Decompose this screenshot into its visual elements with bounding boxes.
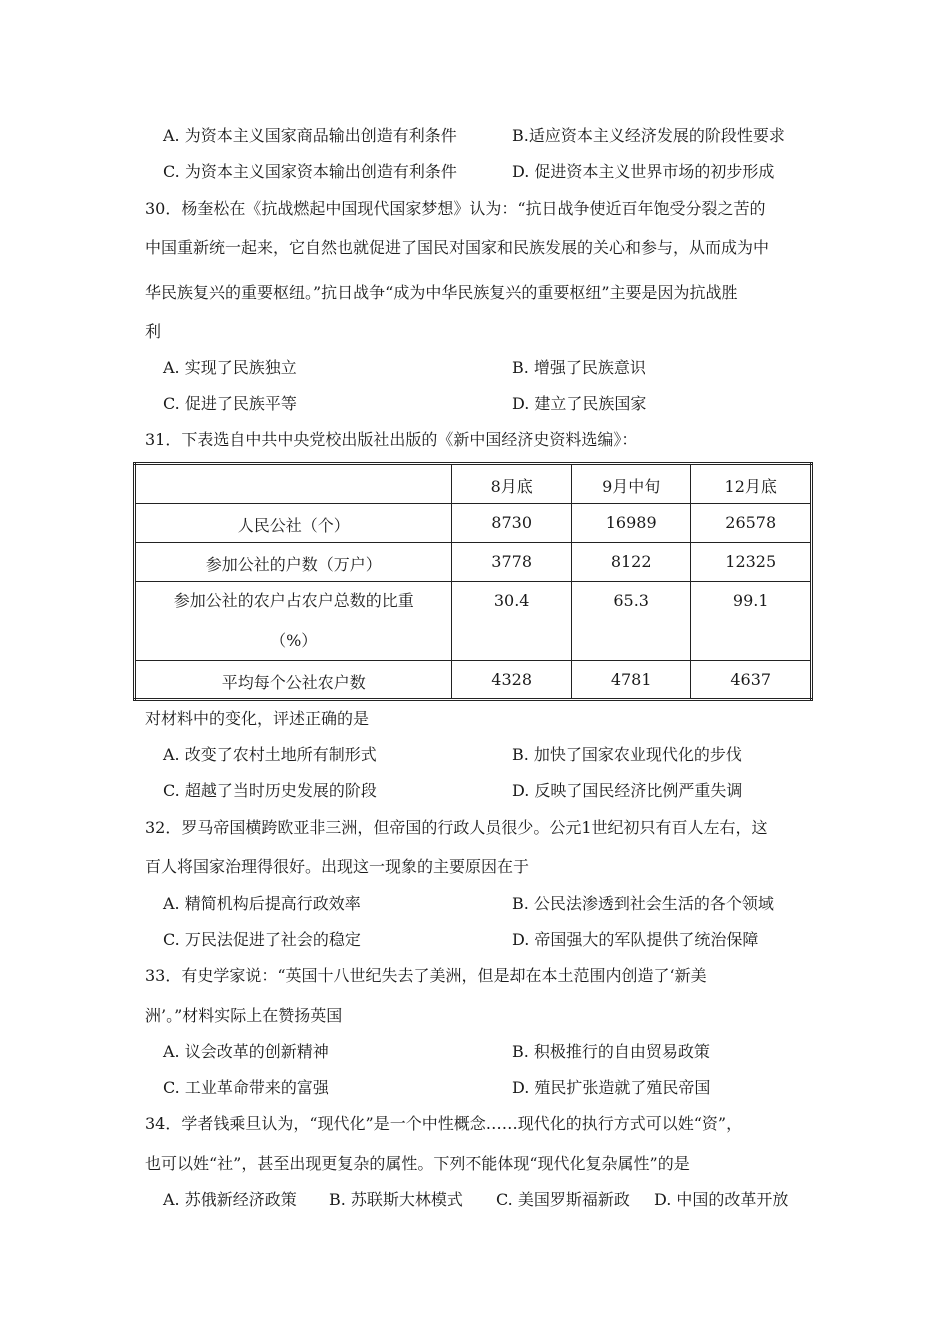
table-header-cell — [135, 464, 452, 504]
q34-stem-line-1: 34．学者钱乘旦认为，“现代化”是一个中性概念……现代化的执行方式可以姓“资”， — [145, 1114, 743, 1133]
q34-option-a: A. 苏俄新经济政策 — [163, 1190, 297, 1209]
q34-option-c: C. 美国罗斯福新政 — [496, 1190, 630, 1209]
q32-option-c: C. 万民法促进了社会的稳定 — [163, 930, 361, 949]
q31-option-d: D. 反映了国民经济比例严重失调 — [512, 781, 743, 800]
table-header-cell: 8月底 — [452, 464, 572, 504]
q30-option-c: C. 促进了民族平等 — [163, 394, 297, 413]
table-row — [135, 661, 812, 700]
q30-stem-line-2: 中国重新统一起来，它自然也就促进了国民对国家和民族发展的关心和参与，从而成为中 — [145, 238, 770, 257]
q33-option-d: D. 殖民扩张造就了殖民帝国 — [512, 1078, 711, 1097]
table-cell: 8730 — [452, 504, 572, 543]
q33-option-c: C. 工业革命带来的富强 — [163, 1078, 329, 1097]
q31-option-c: C. 超越了当时历史发展的阶段 — [163, 781, 377, 800]
table-cell: 12325 — [691, 543, 812, 582]
table-cell: 8122 — [571, 543, 691, 582]
q30-stem-line-1: 30．杨奎松在《抗战燃起中国现代国家梦想》认为：“抗日战争使近百年饱受分裂之苦的 — [145, 199, 766, 218]
q33-stem-line-1: 33．有史学家说：“英国十八世纪失去了美洲，但是却在本土范围内创造了‘新美 — [145, 966, 707, 985]
q32-option-d: D. 帝国强大的军队提供了统治保障 — [512, 930, 759, 949]
q32-option-a: A. 精简机构后提高行政效率 — [163, 894, 361, 913]
table-row — [135, 582, 812, 661]
row-label-cell — [135, 582, 452, 661]
row-label: 参加公社的户数（万户） — [135, 543, 452, 582]
q32-stem-line-1: 32．罗马帝国横跨欧亚非三洲，但帝国的行政人员很少。公元1世纪初只有百人左右，这 — [145, 818, 768, 837]
q29-option-a: A. 为资本主义国家商品输出创造有利条件 — [163, 126, 457, 145]
q31-data-table — [133, 462, 813, 701]
q32-stem-line-2: 百人将国家治理得很好。出现这一现象的主要原因在于 — [145, 857, 530, 876]
table-cell: 4637 — [691, 661, 812, 700]
q33-option-b: B. 积极推行的自由贸易政策 — [512, 1042, 710, 1061]
table-row — [135, 504, 812, 543]
q31-after-table: 对材料中的变化，评述正确的是 — [145, 709, 370, 728]
q31-option-b: B. 加快了国家农业现代化的步伐 — [512, 745, 742, 764]
table-cell: 3778 — [452, 543, 572, 582]
q29-option-d: D. 促进资本主义世界市场的初步形成 — [512, 162, 775, 181]
q30-stem-line-4: 利 — [145, 322, 162, 341]
table-cell: 26578 — [691, 504, 812, 543]
table-header-row — [135, 464, 812, 504]
q29-option-c: C. 为资本主义国家资本输出创造有利条件 — [163, 162, 457, 181]
q34-option-d: D. 中国的改革开放 — [654, 1190, 789, 1209]
q30-option-a: A. 实现了民族独立 — [163, 358, 297, 377]
q34-option-b: B. 苏联斯大林模式 — [329, 1190, 463, 1209]
table-row — [135, 543, 812, 582]
table-cell: 30.4 — [452, 582, 572, 661]
table-cell: 4781 — [571, 661, 691, 700]
q30-option-d: D. 建立了民族国家 — [512, 394, 647, 413]
q30-option-b: B. 增强了民族意识 — [512, 358, 646, 377]
row-label: 人民公社（个） — [135, 504, 452, 543]
table-header-cell: 12月底 — [691, 464, 812, 504]
row-label-unit: （%） — [270, 631, 318, 650]
q30-stem-line-3: 华民族复兴的重要枢纽。”抗日战争“成为中华民族复兴的重要枢纽”主要是因为抗战胜 — [145, 283, 738, 302]
q31-stem: 31．下表选自中共中央党校出版社出版的《新中国经济史资料选编》： — [145, 430, 638, 449]
table-header-cell: 9月中旬 — [571, 464, 691, 504]
table-cell: 99.1 — [691, 582, 812, 661]
q33-stem-line-2: 洲’。”材料实际上在赞扬英国 — [145, 1006, 343, 1025]
row-label: 平均每个公社农户数 — [135, 661, 452, 700]
table-cell: 65.3 — [571, 582, 691, 661]
table-cell: 16989 — [571, 504, 691, 543]
q29-option-b: B.适应资本主义经济发展的阶段性要求 — [512, 126, 785, 145]
q31-option-a: A. 改变了农村土地所有制形式 — [163, 745, 377, 764]
q33-option-a: A. 议会改革的创新精神 — [163, 1042, 329, 1061]
table-cell: 4328 — [452, 661, 572, 700]
q32-option-b: B. 公民法渗透到社会生活的各个领域 — [512, 894, 774, 913]
q34-stem-line-2: 也可以姓“社”，甚至出现更复杂的属性。下列不能体现“现代化复杂属性”的是 — [145, 1154, 690, 1173]
row-label: 参加公社的农户占农户总数的比重 — [173, 591, 414, 610]
